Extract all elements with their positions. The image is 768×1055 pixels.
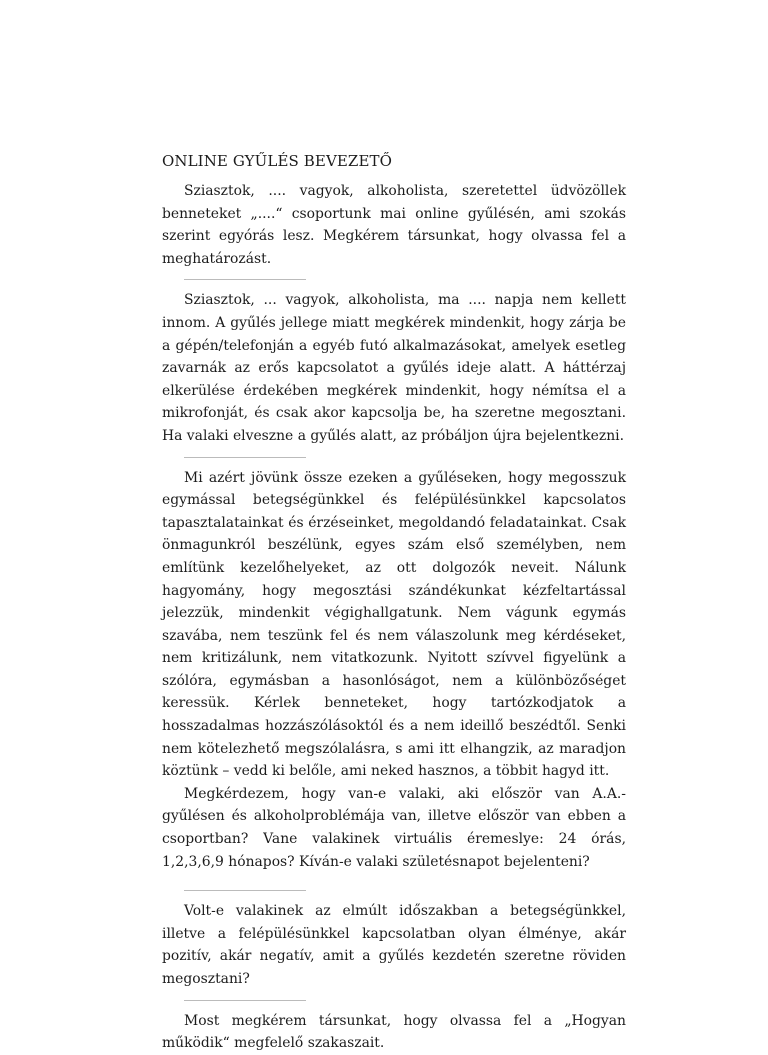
sharing-paragraph: Volt-e valakinek az elmúlt időszakban a betegségünkkel, illetve a felépülésünkkel kapcsolatban olyan élménye, akár pozitív, akár negatív, amit a gyűlés kezdetén szeretne röviden megosztani? <box>162 903 626 987</box>
newcomer-paragraph: Megkérdezem, hogy van-e valaki, aki először van A.A.-gyűlésen és alkoholproblémája van, illetve először van ebben a csoportban? Vane valakinek virtuális éremeslye: 24 órás, 1,2,3,6,9 hónapos? Kíván-e valaki születésnapot bejelenteni? <box>162 785 626 870</box>
section-divider <box>184 279 306 280</box>
section-divider <box>184 457 306 458</box>
document-heading: ONLINE GYŰLÉS BEVEZETŐ <box>162 152 392 170</box>
reading-paragraph: Most megkérem társunkat, hogy olvassa fel a „Hogyan működik“ megfelelő szakaszait. <box>162 1012 626 1052</box>
purpose-paragraph: Mi azért jövünk össze ezeken a gyűléseken, hogy megosszuk egymással betegségünkkel és felépülésünkkel kapcsolatos tapasztalatainkat és érzéseinket, megoldandó feladatainkat. Csak önmagunkról beszélünk, egyes szám első személyben, nem említünk kezelőhelyeket, az ott dolgozók neveit. Nálunk hagyomány, hogy megosztási szándékunkat kézfeltartással jelezzük, mindenkit végighallgatunk. Nem vágunk egymás szavába, nem teszünk fel és nem válaszolunk meg kérdéseket, nem kritizálunk, nem vitatkozunk. Nyitott szívvel figyelünk a szólóra, egymásban a hasonlóságot, nem a különbözőséget keressük. Kérlek benneteket, hogy tartózkodjatok a hosszadalmas hozzászólásoktól és a nem ideillő beszédtől. Senki nem kötelezhető megszólalásra, s ami itt elhangzik, az maradjon köztünk – vedd ki belőle, ami neked hasznos, a többit hagyd itt. <box>162 469 626 780</box>
section-divider <box>184 1000 306 1001</box>
rules-paragraph: Sziasztok, ... vagyok, alkoholista, ma .... napja nem kellett innom. A gyűlés jellege miatt megkérek mindenkit, hogy zárja be a gépén/telefonján a egyéb futó alkalmazásokat, amelyek esetleg zavarnák az erős kapcsolatot a gyűlés ideje alatt. A háttérzaj elkerülése érdekében megkérek mindenkit, hogy némítsa el a mikrofonját, és csak akor kapcsolja be, ha szeretne megosztani. Ha valaki elveszne a gyűlés alatt, az próbáljon újra bejelentkezni. <box>162 292 626 444</box>
section-divider <box>184 890 306 891</box>
greeting-paragraph: Sziasztok, .... vagyok, alkoholista, szeretettel üdvözöllek benneteket „....“ csoportunk mai online gyűlésén, ami szokás szerint egyórás lesz. Megkérem társunkat, hogy olvassa fel a meghatározást. <box>162 183 626 267</box>
document-page <box>162 150 626 1055</box>
